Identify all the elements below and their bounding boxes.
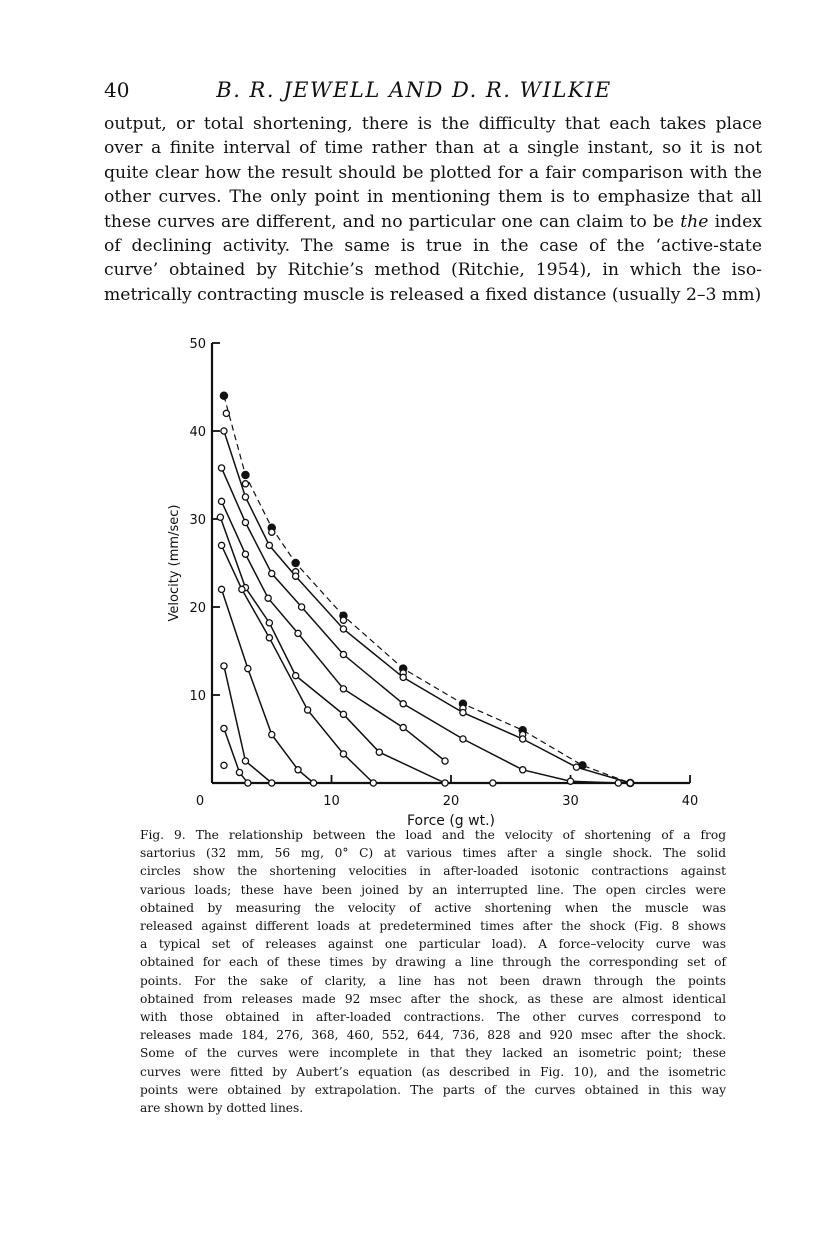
open-data-point [567,778,573,784]
caption-line: Fig. 9. The relationship between the load and the velocity of shortening of a frog [140,828,726,842]
chart-ticks [189,337,698,809]
solid-data-point [292,559,299,566]
x-tick-label: 20 [442,794,460,809]
open-data-point [370,780,376,786]
open-data-point [340,617,346,623]
open-data-point [627,780,633,786]
open-data-point [520,736,526,742]
open-data-point [295,767,301,773]
open-data-point [266,542,272,548]
open-data-point [218,498,224,504]
open-data-point [490,780,496,786]
open-data-point [520,767,526,773]
series-line [224,396,630,783]
open-data-point [293,573,299,579]
open-data-point [460,710,466,716]
caption-line: curves were fitted by Aubert’s equation (as described in Fig. 10), and the isometric [140,1064,726,1079]
open-data-point [310,780,316,786]
caption-line: Some of the curves were incomplete in that they lacked an isometric point; these [140,1046,726,1061]
open-data-point [236,769,242,775]
caption-line: with those obtained in after-loaded contractions. The other curves correspond to [140,1010,726,1025]
open-data-point [400,724,406,730]
open-data-point [400,701,406,707]
open-data-point [242,758,248,764]
caption-line: obtained from releases made 92 msec after the shock, as these are almost identical [140,991,726,1006]
series-line [222,545,374,783]
open-data-point [340,751,346,757]
x-tick-label: 40 [681,794,699,809]
open-data-point [217,514,223,520]
force-velocity-chart [150,330,710,830]
series-line [220,517,492,783]
running-title: B. R. JEWELL AND D. R. WILKIE [216,78,612,102]
open-data-point [442,780,448,786]
open-data-point [218,542,224,548]
open-data-point [460,736,466,742]
open-data-point [400,674,406,680]
chart-series-lines [220,396,630,783]
open-data-point [299,604,305,610]
open-data-point [573,764,579,770]
open-data-point [221,762,227,768]
caption-line: points were obtained by extrapolation. The parts of the curves obtained in this way [140,1082,726,1097]
open-data-point [269,570,275,576]
caption-line: points. For the sake of clarity, a line has not been drawn through the points [140,973,726,988]
open-data-point [245,666,251,672]
open-data-point [269,732,275,738]
open-data-point [269,780,275,786]
caption-line: obtained by measuring the velocity of active shortening when the muscle was [140,900,726,915]
y-tick-label: 30 [189,513,206,528]
caption-line: a typical set of releases against one particular load). A force–velocity curve was [140,937,726,952]
x-tick-label: 0 [195,794,205,809]
y-tick-label: 10 [189,689,206,704]
chart-series-points [217,392,634,786]
body-paragraph [104,112,762,307]
solid-data-point [242,471,249,478]
open-data-point [221,725,227,731]
page-number: 40 [104,78,130,102]
series-line [224,666,272,783]
series-line [222,589,314,783]
caption-line: circles show the shortening velocities in after-loaded isotonic contractions against [140,864,726,879]
open-data-point [442,758,448,764]
body-line: output, or total shortening, there is the difficulty that each takes place [104,114,762,134]
open-data-point [269,529,275,535]
open-data-point [293,673,299,679]
body-line: over a finite interval of time rather than at a single instant, so it is not [104,138,762,159]
y-tick-label: 20 [189,601,206,616]
caption-line: obtained for each of these times by drawing a line through the corresponding set of [140,955,726,970]
open-data-point [266,635,272,641]
body-line: curve’ obtained by Ritchie’s method (Ritchie, 1954), in which the iso- [104,260,762,281]
open-data-point [266,620,272,626]
open-data-point [221,428,227,434]
open-data-point [615,780,621,786]
y-axis-label: Velocity (mm/sec) [167,504,182,622]
solid-data-point [220,392,227,399]
body-line: quite clear how the result should be plotted for a fair comparison with the [104,162,762,183]
series-line [224,431,630,783]
open-data-point [265,595,271,601]
caption-line: releases made 184, 276, 368, 460, 552, 644, 736, 828 and 920 msec after the shock. [140,1028,726,1043]
open-data-point [295,630,301,636]
body-line-emphasis: these curves are different, and no particular one can claim to be the index [104,211,763,232]
open-data-point [218,465,224,471]
open-data-point [305,707,311,713]
y-tick-label: 50 [189,337,206,352]
open-data-point [242,519,248,525]
y-tick-label: 40 [189,425,206,440]
open-data-point [340,651,346,657]
x-tick-label: 30 [562,794,579,809]
body-line: other curves. The only point in mentioning them is to emphasize that all [104,187,762,208]
open-data-point [242,551,248,557]
x-axis-label: Force (g wt.) [407,813,495,829]
body-line: metrically contracting muscle is released a fixed distance (usually 2–3 mm) [104,284,762,305]
open-data-point [242,481,248,487]
x-tick-label: 10 [323,794,340,809]
caption-line: are shown by dotted lines. [140,1101,304,1116]
open-data-point [218,586,224,592]
open-data-point [221,663,227,669]
open-data-point [239,586,245,592]
page-header [104,78,724,108]
open-data-point [340,686,346,692]
series-line [222,468,619,783]
open-data-point [340,711,346,717]
caption-line: released against different loads at predetermined times after the shock (Fig. 8 shows [140,919,726,934]
open-data-point [376,749,382,755]
figure-caption [140,826,726,1117]
open-data-point [245,780,251,786]
emphasis-word: the [680,211,709,232]
body-line: of declining activity. The same is true in the case of the ‘active-state [104,236,762,257]
caption-line: various loads; these have been joined by an interrupted line. The open circles were [140,882,726,897]
open-data-point [340,626,346,632]
caption-line: sartorius (32 mm, 56 mg, 0° C) at various times after a single shock. The solid [140,846,726,861]
open-data-point [223,410,229,416]
open-data-point [242,494,248,500]
